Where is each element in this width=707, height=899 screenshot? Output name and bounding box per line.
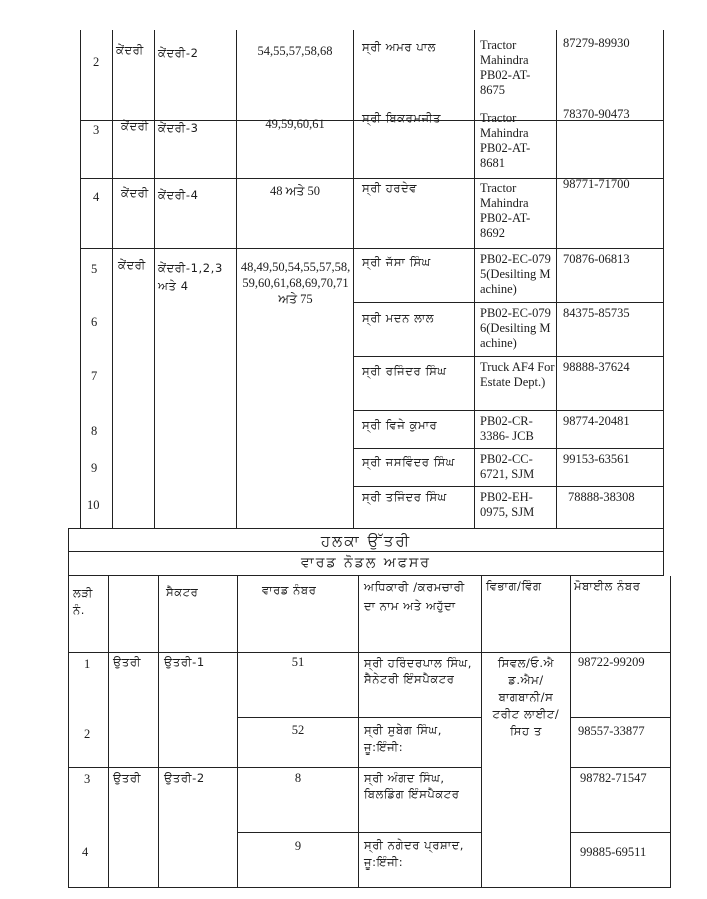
row-4-sector: ਕੇਂਦਰੀ: [121, 186, 149, 200]
row-2-vehicle: Tractor Mahindra PB02-AT-8675: [480, 38, 531, 97]
row-3-officer: ਸ੍ਰੀ ਬਿਕਰਮਜੀਤ: [362, 111, 442, 125]
header-dept: ਵਿਭਾਗ/ਵਿੰਗ: [486, 579, 542, 593]
row-9-mobile: 99153-63561: [563, 452, 630, 466]
bottom-row-sep-2-3: [68, 767, 482, 768]
row-5-mobile: 70876-06813: [563, 252, 630, 266]
row-4-vehicle: Tractor Mahindra PB02-AT-8692: [480, 181, 531, 240]
b-row-4-ward: 9: [294, 839, 302, 853]
row-8-vehicle: PB02-CR-3386- JCB: [480, 414, 534, 443]
row-2-mobile: 87279-89930: [563, 36, 630, 50]
b-row-2-sr: 2: [84, 727, 91, 741]
row-5-wards: 48,49,50,54,55,57,58,59,60,61,68,69,70,71 ਅਤੇ 75: [240, 260, 351, 306]
row-5-subsector: ਕੇਂਦਰੀ-1,2,3 ਅਤੇ 4: [158, 261, 223, 293]
b-row-3-sector: ਉਤਰੀ: [113, 771, 142, 785]
header-bottom-border: [68, 652, 671, 653]
top-table-left-border: [80, 30, 81, 528]
row-2-wards: 54,55,57,58,68: [257, 44, 333, 58]
bottom-table-col-subsector: [158, 576, 159, 888]
row-9-vehicle: PB02-CC-6721, SJM: [480, 452, 535, 481]
top-table-col-vehicle: [474, 30, 475, 528]
top-row-sep-7-8: [353, 410, 664, 411]
row-3-mobile: 78370-90473: [563, 107, 630, 121]
b-row-4-officer: ਸ੍ਰੀ ਨਗੇਦਰ ਪ੍ਰਸ਼ਾਦ, ਜੂ:ਇੰਜੀ:: [364, 838, 465, 869]
row-4-wards: 48 ਅਤੇ 50: [269, 184, 320, 198]
b-row-1-officer: ਸ੍ਰੀ ਹਰਿੰਦਰਪਾਲ ਸਿੰਘ, ਸੈਨੇਟਰੀ ਇੰਸਪੈਕਟਰ: [364, 656, 473, 686]
bottom-table-col-sector: [108, 576, 109, 888]
bottom-row-sep-1-2-mobile: [570, 717, 671, 718]
bottom-table-col-ward: [237, 576, 238, 888]
header-officer: ਅਧਿਕਾਰੀ /ਕਰਮਚਾਰੀ ਦਾ ਨਾਮ ਅਤੇ ਅਹੁੱਦਾ: [364, 580, 465, 613]
subsection-title: ਵਾਰਡ ਨੋਡਲ ਅਫਸਰ: [301, 555, 431, 571]
b-row-2-ward: 52: [291, 723, 305, 737]
b-row-3-officer: ਸ੍ਰੀ ਅੰਗਦ ਸਿੰਘ, ਬਿਲਡਿੰਗ ਇੰਸਪੈਕਟਰ: [364, 771, 460, 801]
top-table-col-sector: [112, 30, 113, 528]
header-ward: ਵਾਰਡ ਨੰਬਰ: [262, 583, 317, 597]
row-5-vehicle: PB02-EC-0795(Desilting Machine): [480, 252, 551, 296]
b-row-1-mobile: 98722-99209: [578, 655, 645, 669]
row-2-subsector: ਕੇਂਦਰੀ-2: [158, 46, 199, 60]
top-row-sep-4-5: [80, 248, 664, 249]
row-3-sr: 3: [93, 123, 100, 137]
b-row-4-sr: 4: [82, 845, 89, 859]
top-table-col-subsector: [154, 30, 155, 528]
header-mobile: ਮੋਬਾਈਲ ਨੰਬਰ: [574, 579, 641, 593]
bottom-table-left-border: [68, 528, 69, 888]
row-6-vehicle: PB02-EC-0796(Desilting Machine): [480, 306, 551, 350]
b-row-2-officer: ਸ੍ਰੀ ਸੁਬੇਗ ਸਿੰਘ, ਜੂ:ਇੰਜੀ:: [364, 723, 442, 754]
b-row-1-sector: ਉਤਰੀ: [113, 655, 142, 669]
bottom-table-right-border: [670, 576, 671, 888]
row-3-subsector: ਕੇਂਦਰੀ-3: [158, 121, 199, 135]
row-9-officer: ਸ੍ਰੀ ਜਸਵਿੰਦਰ ਸਿੰਘ: [362, 455, 455, 469]
row-7-vehicle: Truck AF4 For Estate Dept.): [480, 360, 555, 389]
b-row-3-subsector: ਉਤਰੀ-2: [164, 771, 205, 785]
b-row-3-sr: 3: [84, 772, 91, 786]
row-6-mobile: 84375-85735: [563, 306, 630, 320]
row-5-officer: ਸ੍ਰੀ ਜੱਸਾ ਸਿੰਘ: [362, 255, 431, 269]
b-row-3-ward: 8: [294, 771, 302, 785]
top-table-col-officer: [353, 30, 354, 528]
bottom-table-col-dept: [481, 576, 482, 888]
bottom-table-col-mobile: [570, 576, 571, 888]
top-row-sep-8-9: [353, 448, 664, 449]
row-2-officer: ਸ੍ਰੀ ਅਮਰ ਪਾਲ: [362, 40, 437, 54]
bottom-row-sep-2-3-mobile: [570, 767, 671, 768]
bottom-table-bottom-border: [68, 887, 671, 888]
b-row-3-mobile: 98782-71547: [580, 771, 647, 785]
b-row-4-mobile: 99885-69511: [580, 845, 647, 859]
row-8-officer: ਸ੍ਰੀ ਵਿਜੇ ਕੁਮਾਰ: [362, 418, 438, 432]
row-3-vehicle: Tractor Mahindra PB02-AT-8681: [480, 111, 531, 170]
b-row-2-mobile: 98557-33877: [578, 724, 645, 738]
top-table-col-mobile: [556, 30, 557, 528]
b-row-1-sr: 1: [84, 657, 91, 671]
header-sector: ਸੈਕਟਰ: [166, 585, 199, 599]
row-2-sector: ਕੇਂਦਰੀ: [116, 43, 144, 57]
row-4-mobile: 98771-71700: [563, 177, 630, 191]
row-3-sector: ਕੇਂਦਰੀ: [121, 119, 149, 133]
top-table-col-wards: [236, 30, 237, 528]
section-banner-mid-border: [68, 551, 664, 552]
bottom-row-sep-3-4-mobile: [570, 832, 671, 833]
row-2-sr: 2: [93, 55, 100, 69]
bottom-table-col-officer: [358, 576, 359, 888]
b-row-1-subsector: ਉਤਰੀ-1: [164, 655, 205, 669]
row-5-sr: 5: [91, 262, 98, 276]
row-7-officer: ਸ੍ਰੀ ਰਜਿੰਦਰ ਸਿੰਘ: [362, 364, 447, 378]
header-sr: ਲੜੀ ਨੰ.: [73, 586, 93, 617]
section-title: ਹਲਕਾ ਉੱਤਰੀ: [320, 532, 412, 550]
banner-right-border: [663, 528, 664, 576]
row-10-mobile: 78888-38308: [568, 490, 635, 504]
top-row-sep-9-10: [353, 486, 664, 487]
row-9-sr: 9: [91, 461, 98, 475]
row-6-officer: ਸ੍ਰੀ ਮਦਨ ਲਾਲ: [362, 311, 435, 325]
row-8-sr: 8: [91, 424, 98, 438]
bottom-row-sep-3-4: [237, 832, 482, 833]
section-banner-top-border: [68, 528, 664, 529]
row-8-mobile: 98774-20481: [563, 414, 630, 428]
top-row-sep-6-7: [353, 356, 664, 357]
row-7-mobile: 98888-37624: [563, 360, 630, 374]
row-4-officer: ਸ੍ਰੀ ਹਰਦੇਵ: [362, 181, 418, 195]
b-row-1-ward: 51: [291, 655, 305, 669]
top-table-right-border: [663, 30, 664, 528]
row-4-sr: 4: [93, 190, 100, 204]
row-10-officer: ਸ੍ਰੀ ਤਜਿੰਦਰ ਸਿੰਘ: [362, 490, 447, 504]
row-10-vehicle: PB02-EH-0975, SJM: [480, 490, 535, 519]
top-row-sep-5-6: [353, 302, 664, 303]
row-3-wards: 49,59,60,61: [265, 117, 325, 131]
row-10-sr: 10: [87, 498, 100, 512]
dept-group-cell: ਸਿਵਲ/ਓ.ਐ ਡ.ਐਮ/ ਬਾਗਬਾਨੀ/ਸ ਟਰੀਟ ਲਾਈਟ/ਸਿਹ ਤ: [492, 656, 560, 738]
row-4-subsector: ਕੇਂਦਰੀ-4: [158, 188, 199, 202]
row-5-sector: ਕੇਂਦਰੀ: [118, 258, 146, 272]
bottom-row-sep-1-2: [237, 717, 482, 718]
row-7-sr: 7: [91, 369, 98, 383]
row-6-sr: 6: [91, 315, 98, 329]
